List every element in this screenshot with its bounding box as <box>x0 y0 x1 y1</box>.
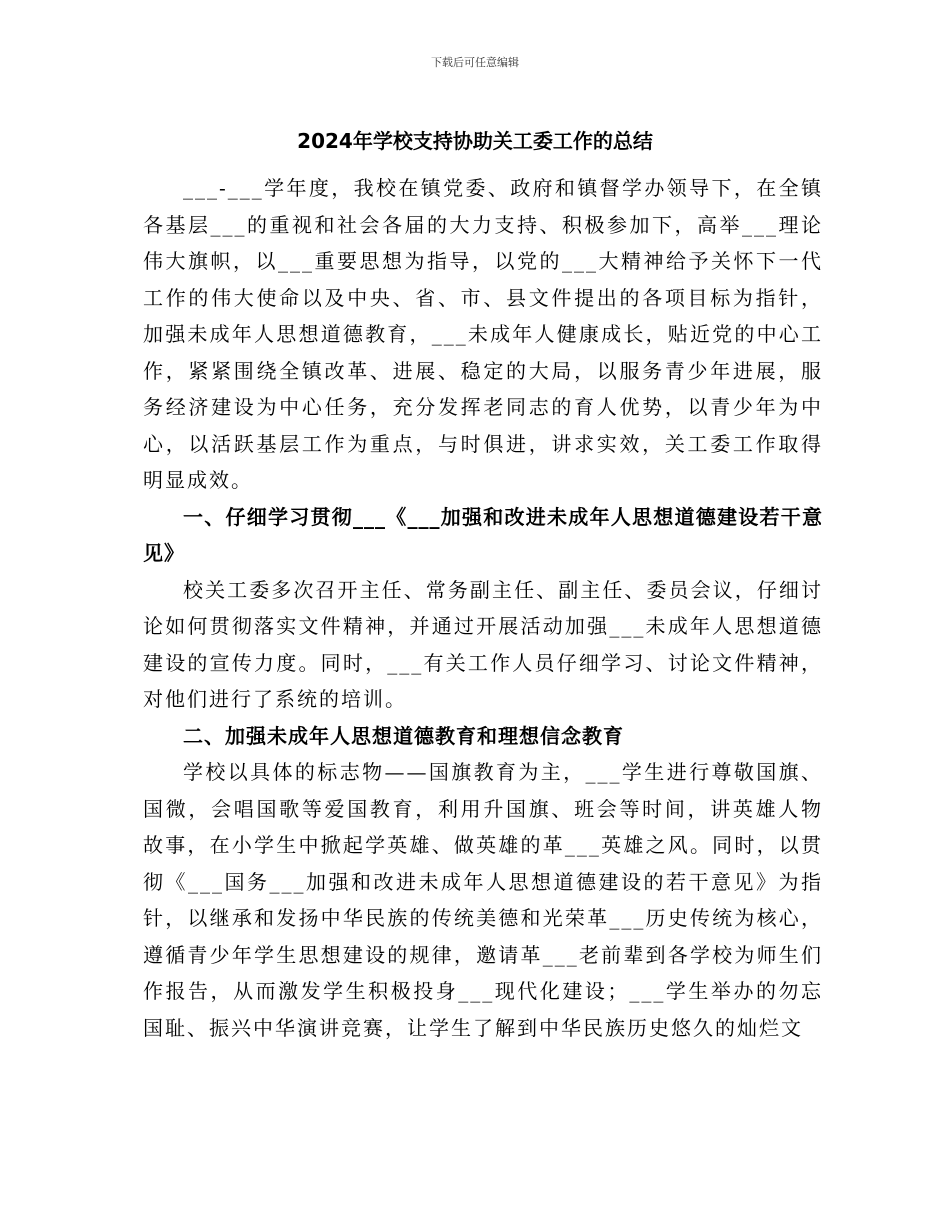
header-note: 下载后可任意编辑 <box>431 56 519 69</box>
document-body <box>143 170 823 1046</box>
section-heading-2: 二、加强未成年人思想道德教育和理想信念教育 <box>183 723 624 748</box>
document-title: 2024年学校支持协助关工委工作的总结 <box>297 129 653 153</box>
section-heading-1: 一、仔细学习贯彻___《___加强和改进未成年人思想道德建设若干意见》 <box>143 504 823 565</box>
section-1-paragraph: 校关工委多次召开主任、常务副主任、副主任、委员会议，仔细讨论如何贯彻落实文件精神，并通过开展活动加强___未成年人思想道德建设的宣传力度。同时，___有关工作人员仔细学习、讨论文件精神，对他们进行了系统的培训。 <box>143 577 823 711</box>
section-2-paragraph: 学校以具体的标志物——国旗教育为主，___学生进行尊敬国旗、国微，会唱国歌等爱国教育，利用升国旗、班会等时间，讲英雄人物故事，在小学生中掀起学英雄、做英雄的革___英雄之风。同时，以贯彻《___国务___加强和改进未成年人思想道德建设的若干意见》为指针，以继承和发扬中华民族的传统美德和光荣革___历史传统为核心，遵循青少年学生思想建设的规律，邀请革___老前辈到各学校为师生们作报告，从而激发学生积极投身___现代化建设；___学生举办的勿忘国耻、振兴中华演讲竞赛，让学生了解到中华民族历史悠久的灿烂文 <box>143 760 823 1040</box>
intro-paragraph: ___-___学年度，我校在镇党委、政府和镇督学办领导下，在全镇各基层___的重视和社会各届的大力支持、积极参加下，高举___理论伟大旗帜，以___重要思想为指导，以党的___大精神给予关怀下一代工作的伟大使命以及中央、省、市、县文件提出的各项目标为指针，加强未成年人思想道德教育，___未成年人健康成长，贴近党的中心工作，紧紧围绕全镇改革、进展、稳定的大局，以服务青少年进展，服务经济建设为中心任务，充分发挥老同志的育人优势，以青少年为中心，以活跃基层工作为重点，与时俱进，讲求实效，关工委工作取得明显成效。 <box>143 176 823 492</box>
